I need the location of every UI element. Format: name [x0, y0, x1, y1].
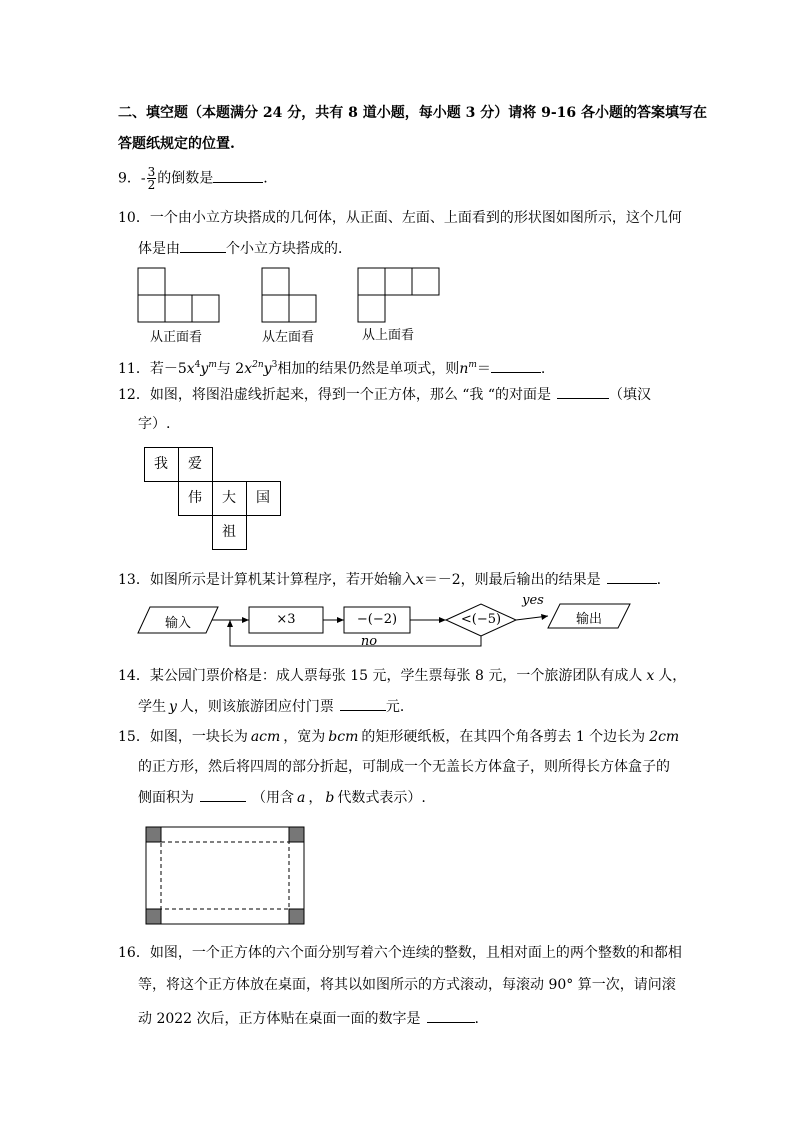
- flow-yes-label: yes: [522, 593, 544, 608]
- front-view-square: [192, 295, 219, 322]
- front-view-square: [165, 295, 192, 322]
- q14-line1-a: 某公园门票价格是：成人票每张 15 元，学生票每张 8 元，一个旅游团队有成人: [149, 668, 643, 684]
- question-11: [118, 355, 545, 379]
- top-view-square: [412, 268, 439, 295]
- q12-answer-blank[interactable]: [557, 384, 609, 399]
- q13-text-b: ＝－2，则最后输出的结果是: [423, 572, 601, 588]
- q12-line1-a: 如图，将图沿虚线折起来，得到一个正方体，那么 “我 “的对面是: [149, 387, 552, 403]
- q14-line2-c: 元．: [385, 699, 414, 715]
- flow-no-label: no: [360, 634, 378, 649]
- top-view-square: [385, 268, 412, 295]
- q15-2cm: 2cm: [649, 729, 680, 745]
- arrowhead: [439, 617, 446, 623]
- q11-var-y: y: [200, 361, 209, 377]
- q13-end: .: [656, 572, 662, 588]
- arrowhead: [337, 617, 344, 623]
- q10-left-view-figure: [261, 267, 319, 323]
- corner-cut-square: [289, 827, 304, 842]
- q16-line1: 如图，一个正方体的六个面分别写着六个连续的整数，且相对面上的两个整数的和都相: [149, 945, 682, 961]
- q12-number: 12．: [118, 387, 150, 403]
- q11-var-x2: x: [244, 361, 253, 377]
- q11-exp-m: m: [208, 360, 217, 370]
- q13-text-a: 如图所示是计算机某计算程序，若开始输入: [149, 572, 416, 588]
- q9-numerator: 3: [147, 165, 156, 179]
- q9-number: 9．: [118, 170, 141, 187]
- section-heading-line2: 答题纸规定的位置.: [118, 136, 235, 152]
- q13-number: 13．: [118, 572, 150, 588]
- q11-exp-3: 3: [271, 360, 278, 370]
- q11-end: .: [540, 361, 546, 377]
- corner-cut-square: [146, 827, 161, 842]
- left-view-square: [289, 295, 316, 322]
- q15-line1-c: 的矩形硬纸板，在其四个角各剪去 1 个边长为: [361, 729, 646, 745]
- q10-answer-blank[interactable]: [180, 238, 226, 253]
- flow-cond-label: <(−5): [460, 612, 502, 627]
- q11-exp-2n: 2n: [252, 360, 264, 370]
- q14-answer-blank[interactable]: [340, 696, 386, 711]
- q15-acm: acm: [250, 729, 281, 745]
- q14-line2-a: 学生: [138, 699, 166, 715]
- flow-sub-label: −(−2): [356, 612, 398, 627]
- q10-top-view-figure: [357, 267, 441, 323]
- net-cell-zu: 祖: [222, 524, 236, 540]
- flow-output-label: 输出: [575, 612, 602, 627]
- net-cell-da: 大: [222, 490, 236, 506]
- q10-line2-b: 个小立方块搭成的．: [226, 241, 352, 257]
- q11-part3: 相加的结果仍然是单项式，则: [277, 361, 460, 377]
- q9-text: 的倒数是: [157, 170, 214, 187]
- corner-cut-square: [289, 909, 304, 924]
- q11-exp-m2: m: [468, 360, 477, 370]
- question-16-line2: 等，将这个正方体放在桌面，将其以如图所示的方式滚动，每滚动 90° 算一次，请问滚: [138, 977, 676, 993]
- q15-bcm: bcm: [328, 729, 359, 745]
- q15-var-b: b: [325, 790, 335, 806]
- question-10-line2: [138, 238, 352, 259]
- q11-var-x: x: [186, 361, 195, 377]
- question-15-line3: [138, 787, 426, 808]
- q15-comma: ，: [308, 790, 323, 806]
- net-cell-wei: 伟: [188, 490, 202, 506]
- q10-line1: 一个由小立方块搭成的几何体，从正面、左面、上面看到的形状图如图所示，这个几何: [149, 210, 682, 226]
- net-cell-ai: 爱: [188, 456, 202, 472]
- question-15-line2: 的正方形，然后将四周的部分折起，可制成一个无盖长方体盒子，则所得长方体盒子的: [138, 759, 670, 775]
- q11-var-y2: y: [263, 361, 272, 377]
- q10-front-view-figure: [137, 267, 221, 323]
- q13-answer-blank[interactable]: [607, 569, 657, 584]
- q16-answer-blank[interactable]: [427, 1008, 475, 1023]
- question-12-line1: [118, 384, 651, 405]
- q13-var-x: x: [415, 572, 424, 588]
- q11-answer-blank[interactable]: [491, 358, 541, 373]
- q9-end: .: [263, 170, 268, 187]
- q15-line1-b: ，宽为: [283, 729, 326, 745]
- question-16-line3: [138, 1008, 479, 1029]
- left-view-square: [262, 295, 289, 322]
- q14-number: 14．: [118, 668, 150, 684]
- q12-line1-b: （填汉: [609, 387, 652, 403]
- q10-line2-a: 体是由: [138, 241, 180, 257]
- question-15-line1: [118, 727, 679, 747]
- arrowhead: [227, 620, 233, 627]
- arrowhead: [242, 617, 249, 623]
- q16-number: 16．: [118, 945, 150, 961]
- question-9: [118, 166, 268, 191]
- q12-cube-net: [144, 447, 284, 554]
- q9-answer-blank[interactable]: [213, 168, 263, 183]
- q9-denominator: 2: [147, 178, 156, 192]
- question-14-line2: [138, 696, 414, 717]
- question-14-line1: [118, 666, 686, 686]
- q11-part1: 若－5: [149, 361, 187, 377]
- q11-exp-4: 4: [194, 360, 201, 370]
- q9-fraction: [147, 166, 157, 191]
- left-view-square: [262, 268, 289, 295]
- question-16-line1: [118, 943, 682, 963]
- q11-part2: 与 2: [216, 361, 245, 377]
- q15-line3-b: （用含: [252, 790, 294, 806]
- top-view-square: [358, 295, 385, 322]
- q15-var-a: a: [297, 790, 306, 806]
- q16-line3-a: 动 2022 次后，正方体贴在桌面一面的数字是: [138, 1011, 421, 1027]
- q14-line2-b: 人，则该旅游团应付门票: [179, 699, 334, 715]
- flow-input-label: 输入: [164, 616, 191, 631]
- section-heading-line1: 二、填空题（本题满分 24 分，共有 8 道小题，每小题 3 分）请将 9-16 各小题的答案填写在: [118, 105, 707, 121]
- q15-number: 15．: [118, 729, 150, 745]
- q11-part4: ＝: [476, 361, 491, 377]
- question-12-line2: 字）.: [138, 416, 171, 432]
- q14-line1-b: 人，: [658, 668, 687, 684]
- q14-var-x: x: [646, 668, 655, 684]
- question-10-line1: [118, 208, 682, 228]
- q10-top-view-label: 从上面看: [362, 328, 415, 343]
- corner-cut-square: [146, 909, 161, 924]
- q10-number: 10．: [118, 210, 150, 226]
- q13-flowchart: [136, 593, 636, 658]
- fold-dashed-line: [161, 842, 289, 909]
- q14-var-y: y: [169, 699, 177, 715]
- q10-front-view-label: 从正面看: [150, 330, 203, 345]
- net-cell-guo: 国: [256, 490, 270, 506]
- front-view-square: [138, 295, 165, 322]
- flow-mult-label: ×3: [276, 612, 296, 627]
- q15-cardboard-figure: [145, 826, 307, 926]
- arrowhead: [541, 614, 548, 620]
- q11-number: 11．: [118, 361, 150, 377]
- q16-end: .: [474, 1011, 479, 1027]
- q15-line3-a: 侧面积为: [138, 790, 194, 806]
- net-cell-wo: 我: [154, 456, 168, 472]
- q15-answer-blank[interactable]: [200, 787, 246, 802]
- front-view-square: [138, 268, 165, 295]
- q10-left-view-label: 从左面看: [262, 330, 315, 345]
- q15-line1-a: 如图，一块长为: [149, 729, 248, 745]
- q9-sign: -: [140, 170, 146, 187]
- q15-line3-c: 代数式表示）.: [337, 790, 426, 806]
- q11-var-n: n: [459, 361, 469, 377]
- top-view-square: [358, 268, 385, 295]
- question-13: [118, 569, 661, 590]
